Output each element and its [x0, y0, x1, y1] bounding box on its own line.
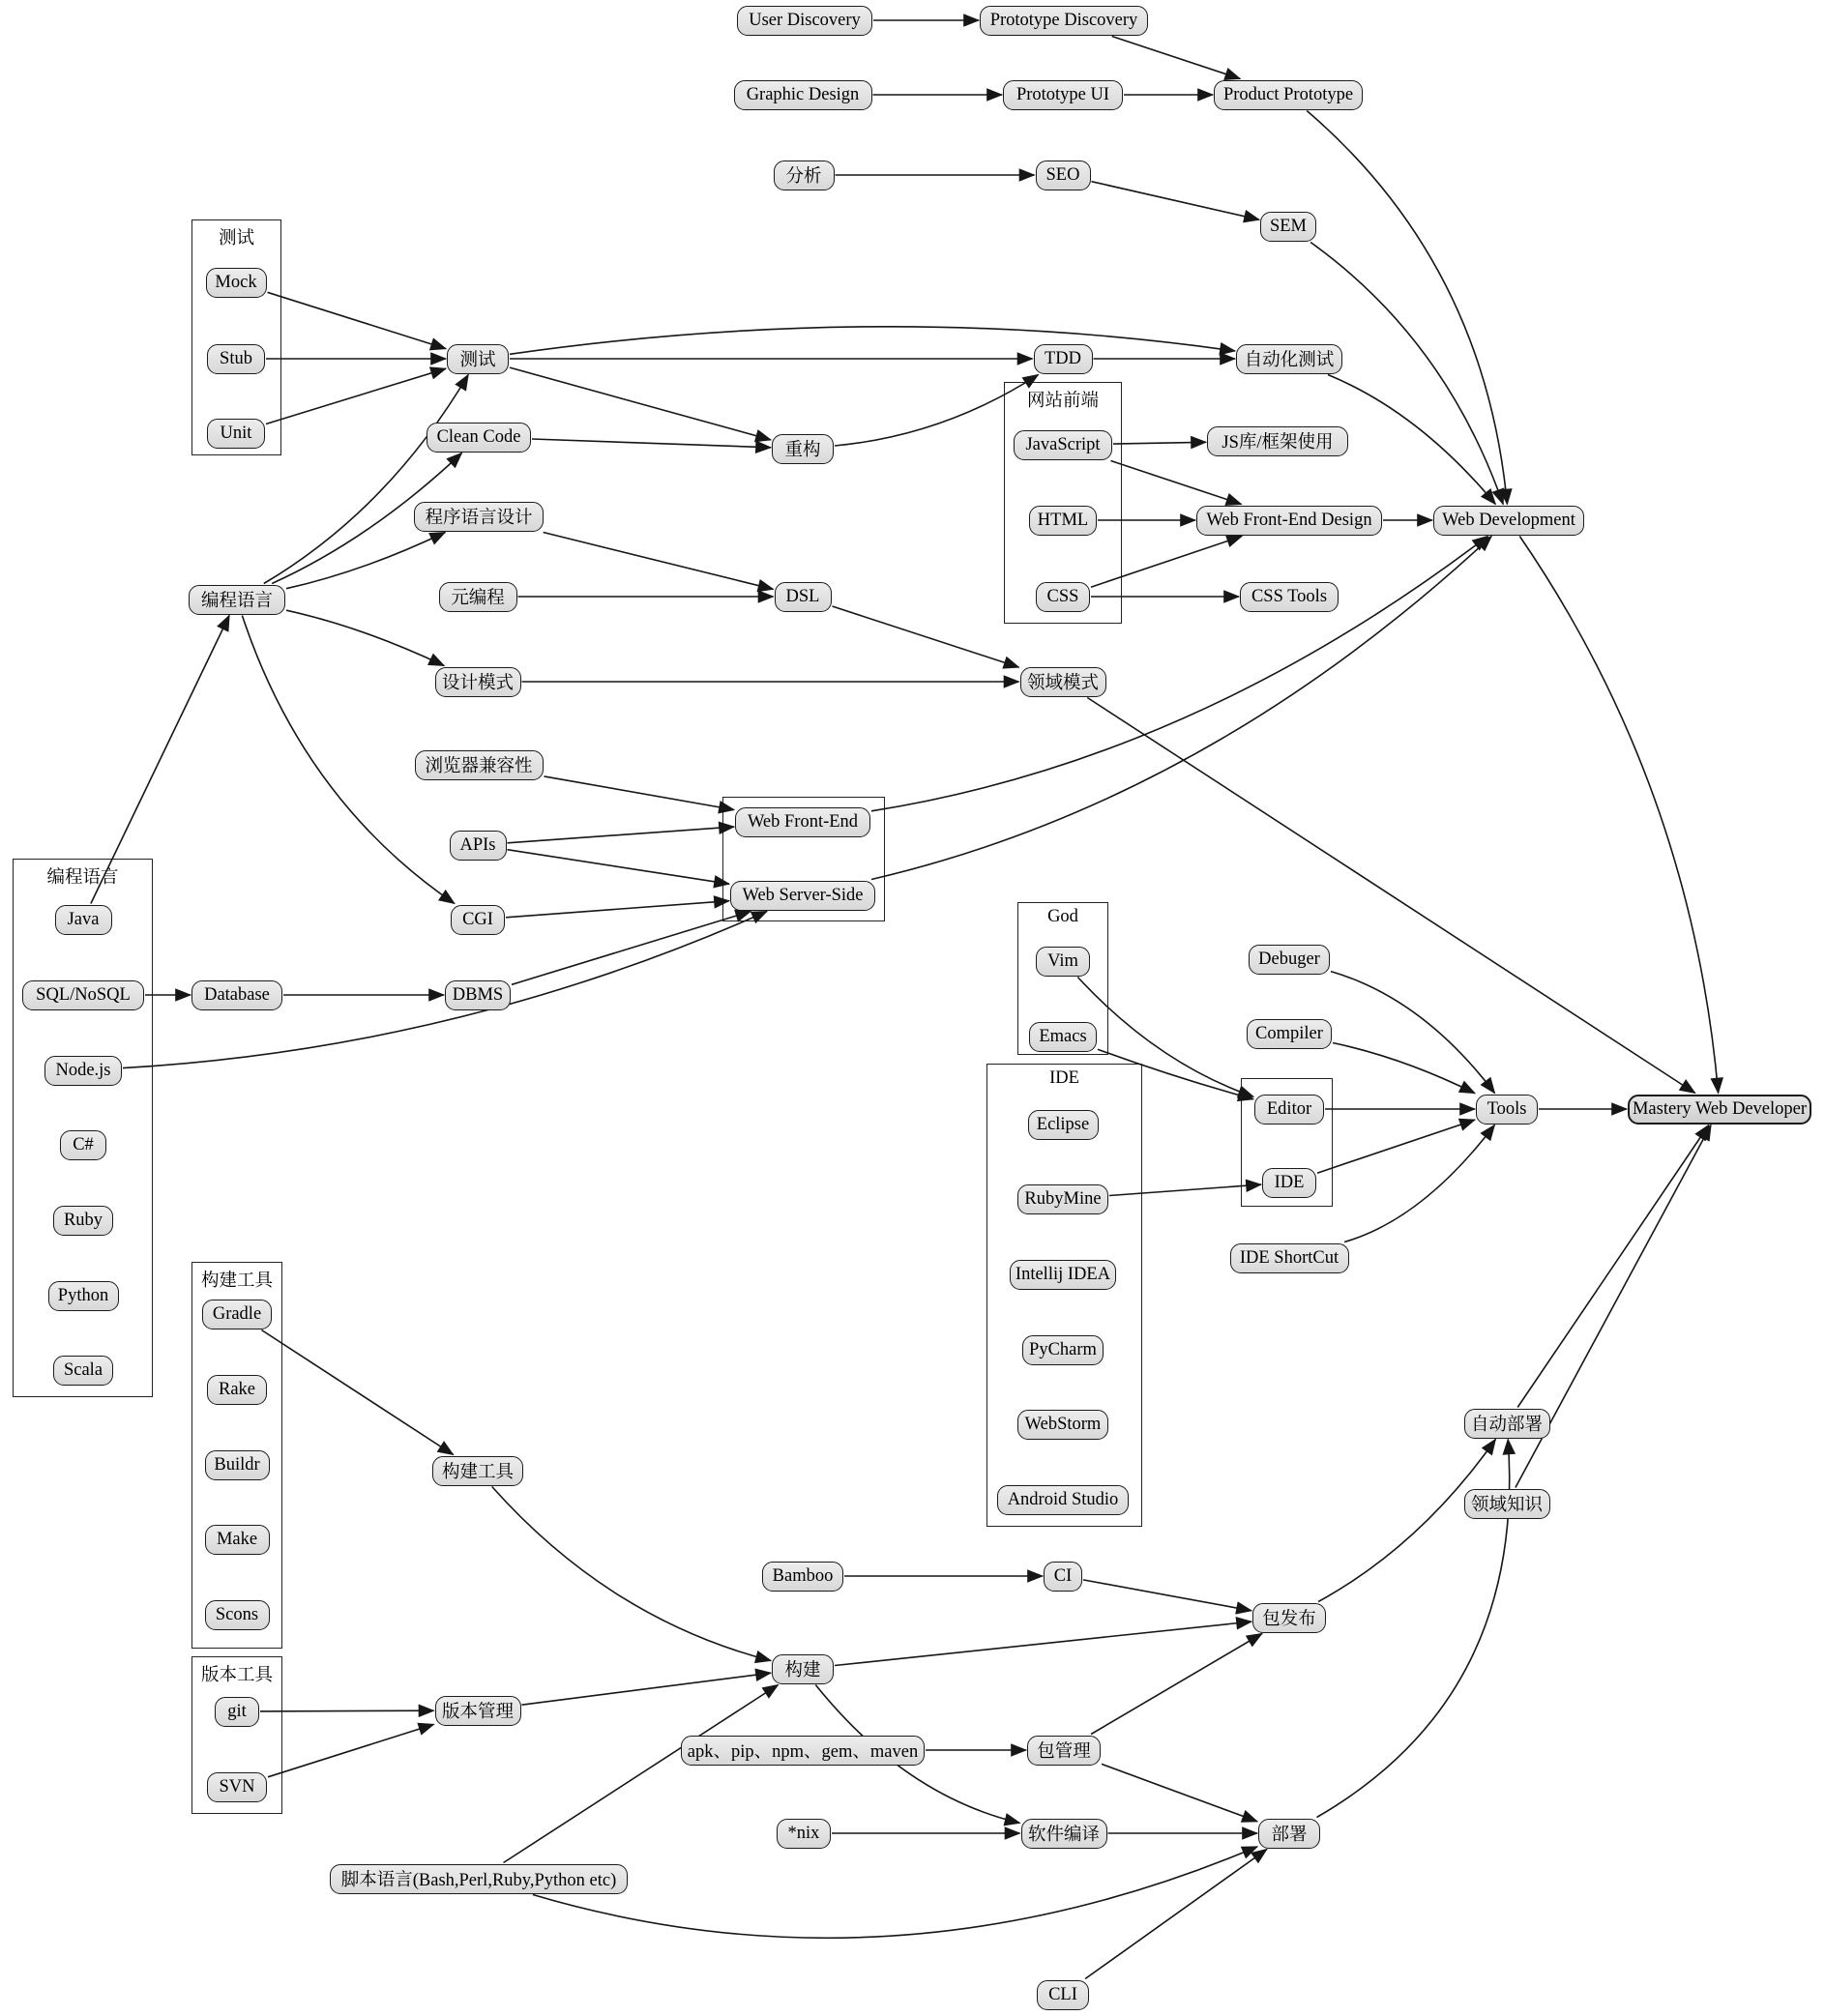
edge-goujian_gongju-to-goujian — [492, 1487, 771, 1661]
edge-java-to-bianchengyuyan — [91, 616, 229, 904]
node-bao_guanli: 包管理 — [1027, 1736, 1101, 1766]
node-debuger: Debuger — [1249, 945, 1330, 975]
node-bamboo: Bamboo — [762, 1562, 843, 1592]
edge-zidong_bushu-to-mastery — [1517, 1125, 1709, 1408]
node-jiaoben: 脚本语言(Bash,Perl,Ruby,Python etc) — [330, 1864, 628, 1894]
edge-goujian-to-bao_fabu — [835, 1622, 1251, 1665]
node-buildr: Buildr — [205, 1450, 270, 1480]
node-gradle: Gradle — [202, 1300, 272, 1329]
node-android_studio: Android Studio — [997, 1485, 1129, 1515]
node-graphic_design: Graphic Design — [734, 80, 872, 110]
node-js_lib: JS库/框架使用 — [1207, 426, 1348, 456]
node-goujian_gongju: 构建工具 — [432, 1456, 523, 1486]
node-user_discovery: User Discovery — [737, 6, 872, 36]
edge-web_server_side-to-web_development — [871, 537, 1491, 880]
edge-bianchengyuyan-to-chengxu_sheji — [286, 533, 445, 589]
node-rubymine: RubyMine — [1017, 1184, 1108, 1214]
node-rake: Rake — [207, 1375, 267, 1405]
node-ide_node: IDE — [1262, 1168, 1316, 1198]
node-html: HTML — [1029, 506, 1097, 536]
cluster-label-c_ide: IDE — [1049, 1068, 1079, 1088]
node-ruanjian_bianyi: 软件编译 — [1021, 1819, 1107, 1849]
node-emacs: Emacs — [1029, 1022, 1097, 1052]
node-chengxu_sheji: 程序语言设计 — [414, 502, 544, 532]
edge-bao_guanli-to-bao_fabu — [1091, 1634, 1262, 1735]
node-lingyu_zhishi: 领域知识 — [1464, 1489, 1550, 1519]
node-tdd: TDD — [1034, 344, 1093, 374]
node-nodejs: Node.js — [44, 1056, 122, 1086]
node-vim: Vim — [1036, 947, 1090, 977]
node-tools: Tools — [1476, 1095, 1538, 1125]
node-zidonghua_ceshi: 自动化测试 — [1236, 344, 1342, 374]
node-bao_fabu: 包发布 — [1252, 1603, 1326, 1633]
edge-javascript-to-wfed — [1111, 461, 1242, 505]
node-compiler: Compiler — [1247, 1019, 1332, 1049]
edge-css-to-wfed — [1091, 537, 1242, 588]
node-apis: APIs — [450, 831, 507, 861]
node-fenxi: 分析 — [774, 161, 835, 190]
edge-seo-to-sem — [1092, 182, 1260, 220]
edge-ceshi-to-zidonghua_ceshi — [510, 327, 1235, 355]
node-prototype_discovery: Prototype Discovery — [980, 6, 1148, 36]
edge-ceshi-to-chonggou — [510, 367, 771, 440]
node-web_front_end: Web Front-End — [735, 807, 870, 837]
node-sheji_moshi: 设计模式 — [435, 667, 521, 697]
cluster-label-c_frontend: 网站前端 — [1026, 392, 1099, 411]
edge-git-to-banben_guanli — [260, 1710, 434, 1711]
node-nix: *nix — [777, 1819, 831, 1849]
node-css_tools: CSS Tools — [1240, 582, 1339, 612]
node-wfed: Web Front-End Design — [1196, 506, 1382, 536]
edge-clean_code-to-chonggou — [532, 439, 771, 448]
edge-bianchengyuyan-to-sheji_moshi — [286, 610, 444, 665]
cluster-label-c_vcs: 版本工具 — [200, 1666, 273, 1685]
node-sql_nosql: SQL/NoSQL — [22, 980, 144, 1010]
node-make: Make — [205, 1525, 270, 1555]
node-goujian: 构建 — [772, 1654, 834, 1684]
node-dbms: DBMS — [445, 980, 511, 1010]
edge-liulanqi-to-web_front_end — [545, 776, 735, 810]
node-dsl: DSL — [775, 582, 832, 612]
edge-apis-to-web_server_side — [508, 850, 730, 885]
edge-bianchengyuyan-to-ceshi — [264, 375, 468, 584]
node-chonggou: 重构 — [772, 434, 834, 464]
node-pycharm: PyCharm — [1022, 1335, 1104, 1365]
node-sem: SEM — [1260, 212, 1316, 242]
cluster-label-c_god: God — [1047, 907, 1078, 926]
edge-dbms-to-web_server_side — [512, 912, 751, 985]
cluster-label-c_langs: 编程语言 — [46, 868, 119, 888]
node-svn: SVN — [207, 1772, 267, 1802]
node-ruby: Ruby — [53, 1206, 113, 1236]
node-banben_guanli: 版本管理 — [435, 1696, 521, 1726]
edge-ide_shortcut-to-tools — [1344, 1125, 1494, 1242]
node-web_development: Web Development — [1433, 506, 1584, 536]
edge-prototype_discovery-to-product_prototype — [1112, 37, 1241, 79]
edge-ci-to-bao_fabu — [1083, 1580, 1251, 1611]
node-python: Python — [48, 1281, 119, 1311]
node-ci: CI — [1044, 1562, 1082, 1592]
node-cgi: CGI — [451, 905, 505, 935]
node-stub: Stub — [207, 344, 265, 374]
node-mock: Mock — [206, 268, 267, 298]
edge-bao_fabu-to-zidong_bushu — [1318, 1440, 1495, 1602]
node-ceshi: 测试 — [447, 344, 509, 374]
edge-web_front_end-to-web_development — [871, 537, 1487, 811]
node-lingyu_moshi: 领域模式 — [1020, 667, 1106, 697]
edge-rubymine-to-ide_node — [1109, 1184, 1261, 1195]
node-clean_code: Clean Code — [427, 423, 531, 453]
cluster-label-c_build: 构建工具 — [200, 1271, 273, 1291]
node-css: CSS — [1036, 582, 1090, 612]
node-unit: Unit — [207, 419, 265, 449]
edge-chengxu_sheji-to-dsl — [544, 533, 774, 590]
node-scala: Scala — [53, 1356, 113, 1386]
cluster-label-c_test: 测试 — [218, 229, 254, 248]
edge-svn-to-banben_guanli — [268, 1724, 434, 1776]
node-web_server_side: Web Server-Side — [730, 881, 875, 911]
edge-emacs-to-editor — [1098, 1049, 1253, 1099]
edge-ide_node-to-tools — [1317, 1120, 1475, 1173]
edge-jiaoben-to-goujian — [504, 1685, 779, 1863]
edge-cli-to-bushu — [1085, 1850, 1267, 1979]
node-bianchengyuyan: 编程语言 — [189, 585, 285, 615]
node-bushu: 部署 — [1258, 1819, 1320, 1849]
node-intellij: Intellij IDEA — [1010, 1260, 1116, 1290]
node-csharp: C# — [60, 1130, 106, 1160]
edge-web_development-to-mastery — [1519, 537, 1718, 1094]
edge-vim-to-editor — [1077, 978, 1253, 1097]
node-apk_etc: apk、pip、npm、gem、maven — [681, 1736, 925, 1766]
edge-debuger-to-tools — [1331, 972, 1495, 1094]
node-editor: Editor — [1254, 1095, 1324, 1125]
node-seo: SEO — [1036, 161, 1091, 190]
node-database: Database — [191, 980, 282, 1010]
edge-banben_guanli-to-goujian — [522, 1673, 772, 1705]
node-cli: CLI — [1037, 1980, 1089, 2010]
node-mastery: Mastery Web Developer — [1628, 1095, 1811, 1125]
edge-lingyu_moshi-to-mastery — [1087, 698, 1694, 1094]
node-scons: Scons — [205, 1600, 270, 1630]
node-git: git — [215, 1697, 259, 1727]
edge-jiaoben-to-bushu — [533, 1847, 1257, 1938]
edge-gradle-to-goujian_gongju — [261, 1330, 453, 1455]
node-liulanqi: 浏览器兼容性 — [415, 750, 544, 780]
edge-zidonghua_ceshi-to-web_development — [1328, 375, 1495, 505]
edge-chonggou-to-tdd — [835, 375, 1039, 447]
node-product_prototype: Product Prototype — [1214, 80, 1363, 110]
edge-unit-to-ceshi — [266, 368, 446, 424]
node-eclipse: Eclipse — [1028, 1110, 1099, 1140]
edge-sem-to-web_development — [1310, 243, 1503, 505]
edge-mock-to-ceshi — [268, 292, 447, 348]
node-prototype_ui: Prototype UI — [1003, 80, 1123, 110]
node-yuanbiancheng: 元编程 — [439, 582, 517, 612]
edge-apis-to-web_front_end — [508, 827, 735, 843]
node-java: Java — [55, 905, 112, 935]
edge-cgi-to-web_server_side — [506, 901, 729, 918]
edge-javascript-to-js_lib — [1113, 442, 1206, 444]
edge-compiler-to-tools — [1333, 1043, 1475, 1094]
edge-bao_guanli-to-bushu — [1102, 1764, 1257, 1821]
node-webstorm: WebStorm — [1017, 1410, 1108, 1440]
edge-dsl-to-lingyu_moshi — [833, 606, 1019, 667]
node-javascript: JavaScript — [1014, 430, 1112, 460]
node-zidong_bushu: 自动部署 — [1464, 1409, 1550, 1439]
node-ide_shortcut: IDE ShortCut — [1230, 1243, 1349, 1273]
